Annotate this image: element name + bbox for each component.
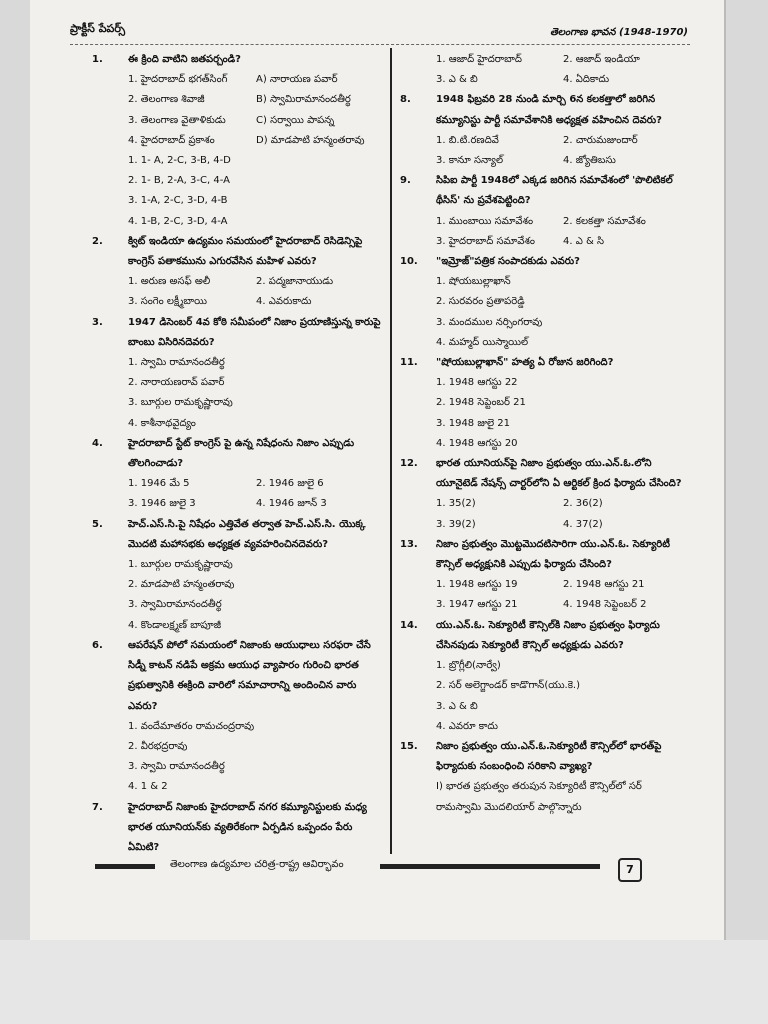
question-text: యు.ఎన్.ఓ. సెక్యూరిటీ కౌన్సిల్‌కి నిజాం ప్రభుత్వం ఫిర్యాదు చేసినపుడు సెక్యూరిటీ కౌన్సిల్ అధ్యక్షుడు ఎవరు? — [436, 619, 660, 651]
option: 4. ఏదికాదు — [563, 74, 610, 86]
option: 2. కలకత్తా సమావేశం — [563, 215, 646, 227]
question — [400, 90, 690, 130]
question-number: 11. — [400, 357, 418, 369]
question-number: 2. — [92, 235, 103, 247]
option: 1. బ్రొగ్లీలి(నార్వే) — [436, 660, 501, 672]
option: 3. 39(2) — [436, 518, 476, 530]
header-left: ప్రాక్టీస్ పేపర్స్ — [70, 22, 126, 35]
option-row — [400, 232, 690, 252]
match-left: 3. తెలంగాణ వైతాళికుడు — [128, 114, 226, 126]
question — [92, 434, 384, 474]
option: 3. 1948 జులై 21 — [436, 417, 511, 429]
option: 3. 1947 ఆగస్టు 21 — [436, 599, 518, 611]
footer-text: తెలంగాణ ఉద్యమాల చరిత్ర-రాష్ట్ర ఆవిర్భావం — [170, 859, 344, 870]
option: 1. వందేమాతరం రామచంద్రరావు — [128, 720, 255, 732]
match-left: 2. తెలంగాణ శివాజీ — [128, 94, 205, 106]
option: 1. ముంబాయి సమావేశం — [436, 215, 534, 227]
option: 4. 1946 జూన్ 3 — [256, 498, 327, 510]
question — [400, 353, 690, 373]
question-number: 15. — [400, 740, 418, 752]
option-row — [400, 575, 690, 595]
match-right: B) స్వామిరామానందతీర్థ — [256, 94, 351, 106]
question — [92, 232, 384, 272]
option-row — [400, 50, 690, 70]
match-row — [92, 131, 384, 151]
question — [400, 454, 690, 494]
option: 3. స్వామిరామానందతీర్థ — [128, 599, 222, 611]
option: 2. 1948 ఆగస్టు 21 — [563, 579, 645, 591]
option: 2. మాడపాటి హన్మంతరావు — [128, 579, 235, 591]
option: 1. 1946 మే 5 — [128, 478, 190, 490]
question — [400, 616, 690, 656]
header-right: తెలంగాణ భావన (1948-1970) — [550, 27, 688, 38]
option: 1. 1- A, 2-C, 3-B, 4-D — [128, 155, 231, 167]
question-text: హైదరాబాద్ నిజాంకు హైదరాబాద్ నగర కమ్యూనిస్టులకు మధ్య భారత యూనియన్‌కు వ్యతిరేకంగా ఏర్పడిన ఒప్పందం పేరు ఏమిటి? — [128, 801, 367, 853]
question-text: "షోయబుల్లాఖాన్" హత్య ఏ రోజున జరిగింది? — [436, 357, 614, 369]
option: 1. బూర్గుల రామకృష్ణారావు — [128, 559, 233, 571]
question — [92, 313, 384, 353]
option: 2. ఆజాద్ ఇండియా — [563, 54, 640, 65]
page-number: 7 — [618, 858, 642, 882]
question — [92, 798, 384, 859]
option: 4. కాశీనాథవైద్యం — [128, 417, 196, 429]
option-row — [92, 494, 384, 514]
match-right: A) నారాయణ పవార్ — [256, 74, 338, 86]
match-left: 4. హైదరాబాద్ ప్రకాశం — [128, 134, 215, 146]
option-row — [92, 292, 384, 312]
question-number: 8. — [400, 94, 411, 106]
option: 4. 1948 సెప్టెంబర్ 2 — [563, 599, 647, 611]
question-text: ఆపరేషన్ పోలో సమయంలో నిజాంకు ఆయుధాలు సరఫరా చేసే సిడ్నీ కాటన్ నడిపే అక్రమ ఆయుధ వ్యాపారం గురించి భారత ప్రభుత్వానికి ఈక్రింది వారిలో సమాచారాన్ని అందించిన వారు ఎవరు? — [128, 639, 371, 712]
option: 4. కొండాలక్ష్మణ్ బాపూజీ — [128, 619, 222, 631]
left-column — [92, 50, 384, 858]
option: 3. స్వామి రామానందతీర్థ — [128, 761, 225, 773]
option: 1. ఆజాద్ హైదరాబాద్ — [436, 54, 522, 65]
option: 3. బూర్గుల రామకృష్ణారావు — [128, 397, 233, 409]
option: 4. 1948 ఆగస్టు 20 — [436, 437, 518, 449]
option-row — [400, 70, 690, 90]
option: 1. 1948 ఆగస్టు 22 — [436, 377, 518, 389]
option: 3. కానూ సన్యాల్ — [436, 155, 504, 167]
question-number: 9. — [400, 175, 411, 187]
question-number: 3. — [92, 316, 103, 328]
option: 1. 1948 ఆగస్టు 19 — [436, 579, 518, 591]
question-text: 1948 ఫిబ్రవరి 28 నుండి మార్చి 6న కలకత్తాలో జరిగిన కమ్యూనిస్టు పార్టీ సమావేశానికి అధ్యక్షత వహించిన దెవరు? — [436, 94, 662, 126]
option: 3. 1946 జులై 3 — [128, 498, 196, 510]
option-row — [400, 595, 690, 615]
option: 3. 1-A, 2-C, 3-D, 4-B — [128, 195, 228, 207]
question-text: ఈ క్రింది వాటిని జతపర్చండి? — [128, 54, 241, 65]
option: 2. పద్మజానాయుడు — [256, 276, 334, 288]
option: 1. 35(2) — [436, 498, 476, 510]
column-divider — [390, 48, 392, 854]
match-row — [92, 70, 384, 90]
option: 2. 36(2) — [563, 498, 603, 510]
option: 1. స్వామి రామానందతీర్థ — [128, 357, 225, 369]
question — [400, 737, 690, 777]
option: 3. ఎ & బి — [436, 74, 478, 86]
option: 4. ఎవరుకాదు — [256, 296, 312, 308]
option: 2. చారుమజుందార్ — [563, 134, 638, 146]
question-text: "ఇమ్రోజ్"పత్రిక సంపాదకుడు ఎవరు? — [436, 256, 580, 268]
option: 2. వీరభద్రరావు — [128, 740, 188, 752]
option: 1. బి.టి.రణదివే — [436, 134, 499, 146]
option: 4. 1 & 2 — [128, 781, 168, 793]
option-row — [92, 474, 384, 494]
option: 4. మహ్మద్ యిస్మాయిల్ — [436, 336, 529, 348]
question-text: నిజాం ప్రభుత్వం మొట్టమొదటిసారిగా యు.ఎన్.ఓ. సెక్యూరిటీ కౌన్సిల్ అధ్యక్షునికి ఎప్పుడు ఫిర్యాదు చేసింది? — [436, 538, 670, 571]
option: 4. ఎ & సి — [563, 235, 605, 247]
right-column — [400, 50, 690, 818]
background-below-page — [0, 940, 768, 1024]
question-number: 14. — [400, 619, 418, 631]
question — [400, 171, 690, 211]
question-number: 4. — [92, 437, 103, 449]
question-number: 1. — [92, 54, 103, 65]
question — [92, 50, 384, 70]
question — [400, 535, 690, 575]
question-text: 1947 డిసెంబర్ 4వ కోఠి సమీపంలో నిజాం ప్రయాణిస్తున్న కారుపై బాంబు విసిరినదెవరు? — [128, 316, 381, 348]
question-number: 7. — [92, 801, 103, 813]
match-right: C) సర్వాయి పాపన్న — [256, 114, 335, 126]
match-left: 1. హైదరాబాద్ భగత్‌సింగ్ — [128, 74, 228, 86]
option-row — [92, 272, 384, 292]
question — [92, 515, 384, 555]
question-number: 12. — [400, 458, 418, 470]
header-rule — [70, 44, 690, 45]
option: 3. ఎ & బి — [436, 700, 478, 712]
option-row — [400, 212, 690, 232]
option: 2. సర్ అలెగ్జాండర్ కాడొగాన్(యు.కె.) — [436, 680, 581, 692]
question-number: 5. — [92, 518, 103, 530]
question-text: హెచ్.ఎస్.సి.పై నిషేధం ఎత్తివేత తర్వాత హెచ్.ఎస్.సి. యొక్క మొదటి మహాసభకు అధ్యక్షత వ్యవహరించినదెవరు? — [128, 518, 366, 550]
question-number: 6. — [92, 639, 103, 651]
option: 4. జ్యోతిబసు — [563, 155, 616, 167]
option-row — [400, 151, 690, 171]
option: 1. షోయబుల్లాఖాన్ — [436, 276, 511, 288]
option: 2. 1- B, 2-A, 3-C, 4-A — [128, 175, 230, 187]
question — [400, 252, 690, 272]
match-row — [92, 111, 384, 131]
question-number: 10. — [400, 256, 418, 268]
option: 3. మందముల నర్సింగరావు — [436, 316, 543, 328]
option: 4. 1-B, 2-C, 3-D, 4-A — [128, 215, 228, 227]
question-number: 13. — [400, 538, 418, 550]
option-row — [400, 494, 690, 514]
match-right: D) మాడపాటి హన్మంతరావు — [256, 134, 365, 146]
option: 3. సంగెం లక్ష్మీబాయి — [128, 296, 207, 308]
match-row — [92, 90, 384, 110]
question-text: నిజాం ప్రభుత్వం యు.ఎన్.ఓ.సెక్యూరిటీ కౌన్సిల్‌లో భారత్‌పై ఫిర్యాదుకు సంబంధించి సరికాని వ్యాఖ్య? — [436, 740, 662, 773]
option: 2. సురవరం ప్రతాపరెడ్డి — [436, 296, 525, 308]
option: 4. ఎవరూ కాదు — [436, 720, 498, 732]
option: 1. అరుణ అసఫ్ అలీ — [128, 276, 211, 288]
option-row — [400, 131, 690, 151]
option: 2. 1948 సెప్టెంబర్ 21 — [436, 397, 526, 409]
option: 4. 37(2) — [563, 518, 603, 530]
question-text: హైదరాబాద్ స్టేట్ కాంగ్రెస్ పై ఉన్న నిషేధంను నిజాం ఎప్పుడు తొలగించాడు? — [128, 437, 355, 470]
question-text: క్విట్ ఇండియా ఉద్యమం సమయంలో హైదరాబాద్ రెసిడెన్సిపై కాంగ్రెస్ పతాకమును ఎగురవేసిన మహిళ ఎవరు? — [128, 235, 363, 268]
option: 3. హైదరాబాద్ సమావేశం — [436, 235, 535, 247]
option-row — [400, 515, 690, 535]
statement: I) భారత ప్రభుత్వం తరుపున సెక్యూరిటీ కౌన్సిల్‌లో సర్ రామస్వామి మొదలియార్ పాల్గొన్నారు — [436, 781, 642, 813]
question-text: భారత యూనియన్‌పై నిజాం ప్రభుత్వం యు.ఎన్.ఓ.లోని యూనైటెడ్ నేషన్స్ చార్టర్‌లోని ఏ ఆర్టికల్ క్రింద ఫిర్యాదు చేసింది? — [436, 458, 682, 490]
question — [92, 636, 384, 717]
question-text: సిపిఐ పార్టీ 1948లో ఎక్కడ జరిగిన సమావేశంలో 'పొలిటికల్ థీసిస్' ను ప్రవేశపెట్టింది? — [436, 175, 673, 207]
footer-bar-right — [380, 864, 600, 869]
footer-bar-left — [95, 864, 155, 869]
option: 2. 1946 జులై 6 — [256, 478, 324, 490]
option: 2. నారాయణరావ్ పవార్ — [128, 377, 225, 389]
